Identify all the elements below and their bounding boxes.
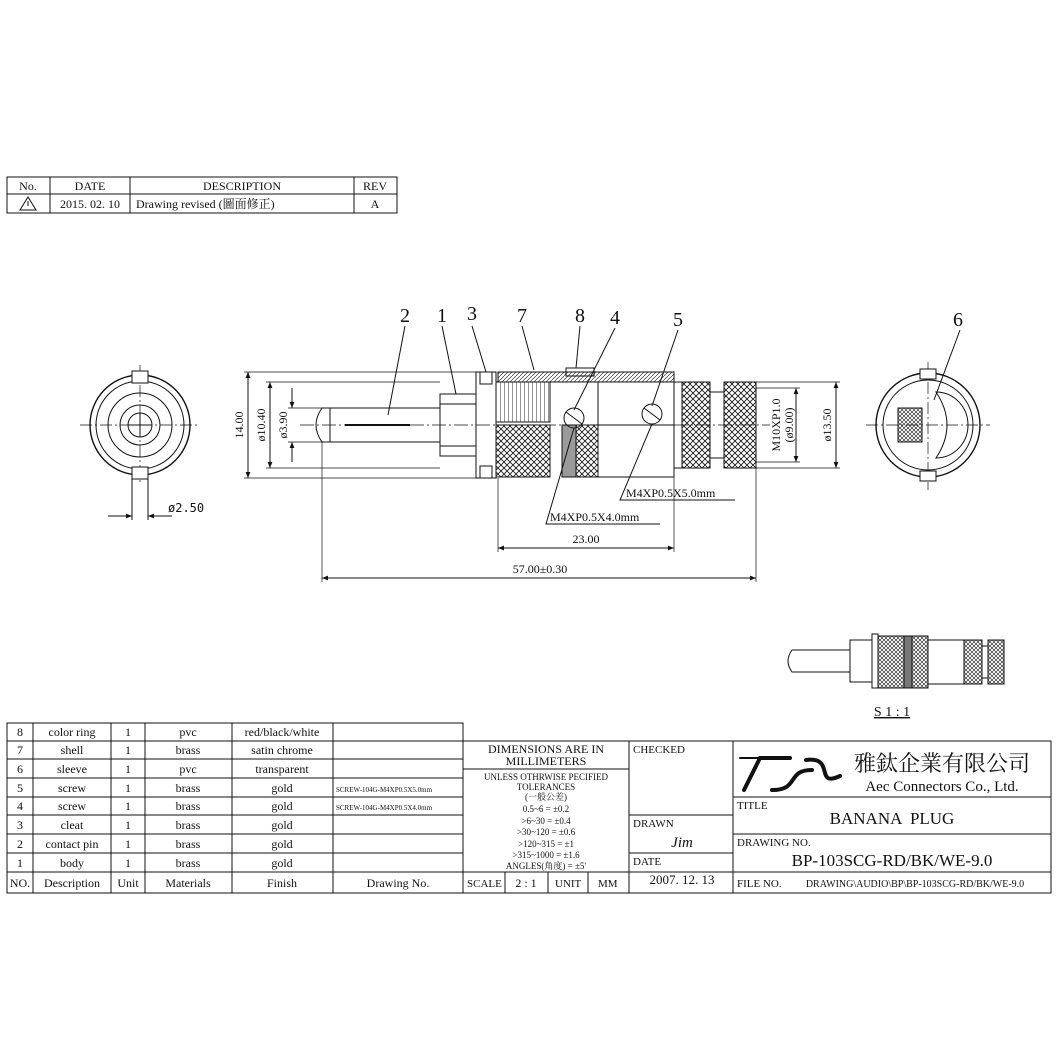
bom-header-drawing-no: Drawing No. [366,876,430,890]
bom-row-6-materials: brass [175,818,201,832]
bom-row-8-materials: brass [175,856,201,870]
bom-row-3-materials: pvc [179,762,197,776]
bom-header-unit: Unit [117,876,139,890]
bom-row-8-unit: 1 [125,856,131,870]
bom-row-2-no: 7 [17,743,23,757]
tol-line-2: TOLERANCES [516,782,576,792]
bom-row-1-description: color ring [48,725,96,739]
tol-line-8: >315~1000 = ±1.6 [512,850,580,860]
rev-header-description: DESCRIPTION [202,179,282,193]
dim-thread-m10-sub: (ø9.00) [782,407,796,443]
callout-3: 3 [467,303,477,325]
callout-1: 1 [437,305,447,327]
bom-row-5-drawing-no: SCREW-104G-M4XP0.5X4.0mm [336,804,433,812]
callout-6: 6 [953,309,963,331]
drawing-no-value: BP-103SCG-RD/BK/WE-9.0 [791,851,993,870]
callout-2: 2 [400,305,410,327]
scale-note: S 1 : 1 [873,705,911,720]
bom-row-4-no: 5 [17,781,23,795]
dim-screw-4: M4XP0.5X4.0mm [550,510,640,524]
tol-line-7: >120~315 = ±1 [518,839,574,849]
company-name-cn: 雅鈦企業有限公司 [853,751,1031,776]
date-label: DATE [633,856,662,868]
bom-header-finish: Finish [266,876,298,890]
bom-row-1-finish: red/black/white [244,725,320,739]
drawing-no-label: DRAWING NO. [737,837,811,849]
right-end-view [866,330,990,490]
bom-row-5-materials: brass [175,799,201,813]
dim-height-14: 14.00 [232,411,246,439]
warning-triangle-icon [20,197,36,210]
dims-note-1: DIMENSIONS ARE IN [487,742,605,756]
bom-row-7-description: contact pin [45,837,99,851]
rev-row-rev: A [370,197,380,211]
bom-row-1-materials: pvc [179,725,197,739]
tol-line-6: >30~120 = ±0.6 [516,827,576,837]
bom-header-no: NO. [9,876,31,890]
drawn-label: DRAWN [633,818,674,830]
dim-pin-dia: ø2.50 [168,501,205,515]
rev-header-rev: REV [363,179,387,193]
left-end-view [80,365,200,520]
bom-row-5-no: 4 [17,799,23,813]
scale-value: 2 : 1 [515,876,537,890]
bom-row-4-finish: gold [271,781,293,795]
bom-row-7-finish: gold [271,837,293,851]
bom-row-1-unit: 1 [125,725,131,739]
dim-dia-13-50: ø13.50 [820,408,834,442]
file-no-value: DRAWING\AUDIO\BP\BP-103SCG-RD/BK/WE-9.0 [805,879,1025,890]
dim-thread-m10: M10XP1.0 [769,398,783,452]
tol-line-4: 0.5~6 = ±0.2 [522,804,570,814]
bom-row-5-finish: gold [271,799,293,813]
bom-row-4-drawing-no: SCREW-104G-M4XP0.5X5.0mm [336,786,433,794]
bom-header-materials: Materials [165,876,211,890]
bom-row-4-description: screw [58,781,86,795]
bom-row-5-description: screw [58,799,86,813]
bom-row-1-no: 8 [17,725,23,739]
bom-row-4-unit: 1 [125,781,131,795]
bom-row-4-materials: brass [175,781,201,795]
bom-row-7-unit: 1 [125,837,131,851]
plug-scale-view [788,634,1004,688]
bom-row-5-unit: 1 [125,799,131,813]
bom-row-6-unit: 1 [125,818,131,832]
checked-label: CHECKED [633,744,685,756]
title-value: BANANA PLUG [829,809,955,828]
dims-note-2: MILLIMETERS [505,754,587,768]
bom-row-3-description: sleeve [57,762,87,776]
tol-line-1: UNLESS OTHRWISE PECIFIED [483,772,609,782]
plug-side-view [244,326,840,582]
bom-row-8-no: 1 [17,856,23,870]
tol-line-9: ANGLES(角度) = ±5' [505,861,587,871]
file-no-label: FILE NO. [737,878,782,890]
bom-row-2-description: shell [60,743,84,757]
company-name-en: Aec Connectors Co., Ltd. [865,779,1019,795]
bom-row-3-finish: transparent [255,762,309,776]
bom-row-8-description: body [60,856,84,870]
rev-header-date: DATE [74,179,106,193]
date-value: 2007. 12. 13 [649,872,715,887]
dim-dia-10-40: ø10.40 [254,408,268,442]
drawn-value: Jim [671,835,693,851]
callout-4: 4 [610,307,620,329]
title-label: TITLE [737,800,768,812]
dim-dia-3-90: ø3.90 [276,411,290,439]
bom-row-6-description: cleat [60,818,84,832]
rev-row-description: Drawing revised (圖面修正) [136,197,275,211]
tol-line-5: >6~30 = ±0.4 [521,816,571,826]
scale-label: SCALE [467,878,502,890]
tol-line-3: (一般公差) [525,792,567,802]
callout-7: 7 [517,305,527,327]
bom-row-7-materials: brass [175,837,201,851]
unit-label: UNIT [555,878,582,890]
unit-value: MM [598,878,618,890]
bom-row-7-no: 2 [17,837,23,851]
rev-header-no: No. [19,179,37,193]
bom-header-description: Description [44,876,100,890]
company-logo [740,758,840,790]
bom-row-2-unit: 1 [125,743,131,757]
dim-screw-5: M4XP0.5X5.0mm [626,486,716,500]
bom-row-6-finish: gold [271,818,293,832]
bom-row-6-no: 3 [17,818,23,832]
bom-row-2-finish: satin chrome [251,743,313,757]
bom-row-3-no: 6 [17,762,23,776]
callout-5: 5 [673,309,683,331]
bom-row-8-finish: gold [271,856,293,870]
dim-len-23: 23.00 [572,532,600,546]
rev-row-date: 2015. 02. 10 [60,197,120,211]
callout-8: 8 [575,305,585,327]
dim-len-57: 57.00±0.30 [512,562,568,576]
bom-row-3-unit: 1 [125,762,131,776]
bom-row-2-materials: brass [175,743,201,757]
